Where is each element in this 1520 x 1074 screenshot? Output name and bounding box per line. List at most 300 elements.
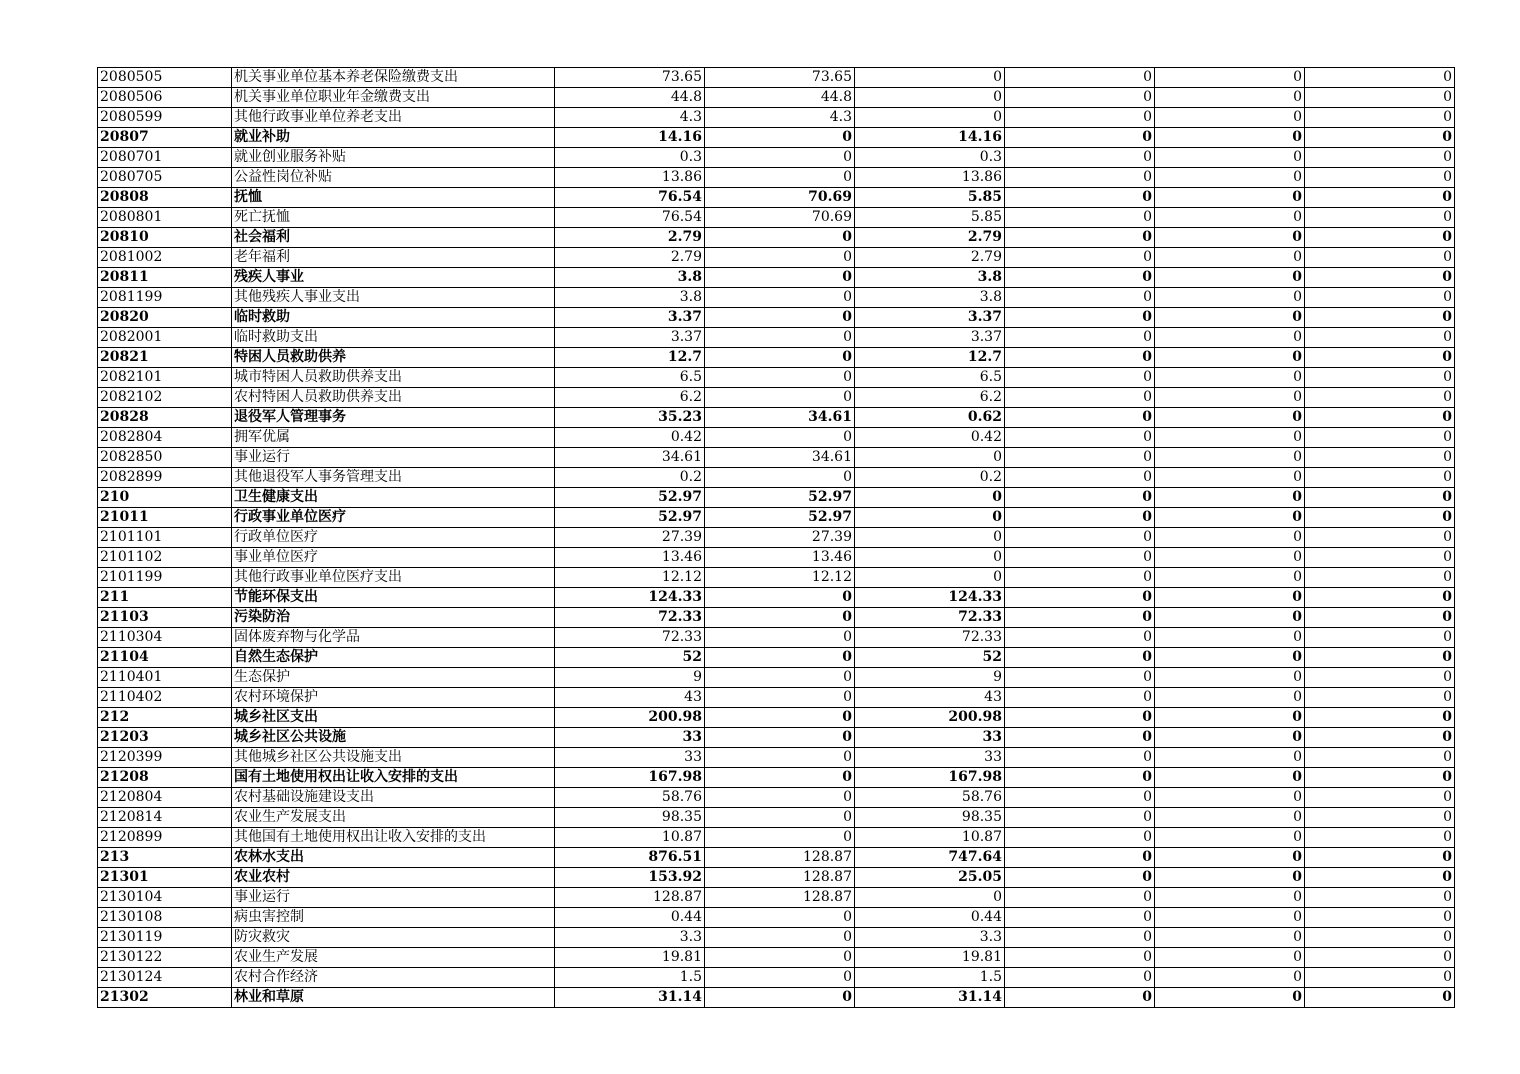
subject-code-cell: 2080705 [98, 168, 232, 188]
amount-cell: 0 [1155, 768, 1305, 788]
subject-name-cell: 国有土地使用权出让收入安排的支出 [232, 768, 555, 788]
subject-code-cell: 212 [98, 708, 232, 728]
amount-cell: 0 [705, 588, 855, 608]
amount-cell: 0 [1005, 368, 1155, 388]
amount-cell: 0 [705, 288, 855, 308]
amount-cell: 0 [1005, 128, 1155, 148]
amount-cell: 0 [1155, 168, 1305, 188]
amount-cell: 0 [1005, 908, 1155, 928]
amount-cell: 35.23 [555, 408, 705, 428]
amount-cell: 0 [705, 248, 855, 268]
amount-cell: 0 [705, 668, 855, 688]
subject-code-cell: 2082899 [98, 468, 232, 488]
amount-cell: 0 [1005, 528, 1155, 548]
subject-name-cell: 临时救助 [232, 308, 555, 328]
amount-cell: 0 [1305, 128, 1455, 148]
amount-cell: 128.87 [555, 888, 705, 908]
amount-cell: 0 [855, 888, 1005, 908]
amount-cell: 0 [705, 788, 855, 808]
table-row [98, 808, 1455, 828]
amount-cell: 0 [1305, 768, 1455, 788]
amount-cell: 0 [1305, 748, 1455, 768]
subject-name-cell: 退役军人管理事务 [232, 408, 555, 428]
subject-code-cell: 2120899 [98, 828, 232, 848]
amount-cell: 19.81 [855, 948, 1005, 968]
subject-code-cell: 20828 [98, 408, 232, 428]
table-row [98, 108, 1455, 128]
subject-name-cell: 农村环境保护 [232, 688, 555, 708]
amount-cell: 0 [1305, 888, 1455, 908]
amount-cell: 0 [1305, 508, 1455, 528]
amount-cell: 0 [1155, 88, 1305, 108]
subject-code-cell: 21301 [98, 868, 232, 888]
amount-cell: 0 [1005, 848, 1155, 868]
subject-name-cell: 行政单位医疗 [232, 528, 555, 548]
table-row [98, 668, 1455, 688]
expenditure-table [97, 67, 1455, 1008]
table-row [98, 248, 1455, 268]
amount-cell: 0.44 [555, 908, 705, 928]
amount-cell: 6.2 [855, 388, 1005, 408]
amount-cell: 0 [1005, 268, 1155, 288]
subject-name-cell: 事业单位医疗 [232, 548, 555, 568]
amount-cell: 0 [1155, 928, 1305, 948]
subject-code-cell: 211 [98, 588, 232, 608]
amount-cell: 0 [1305, 708, 1455, 728]
amount-cell: 0 [1305, 468, 1455, 488]
subject-name-cell: 其他城乡社区公共设施支出 [232, 748, 555, 768]
subject-code-cell: 2082001 [98, 328, 232, 348]
subject-name-cell: 临时救助支出 [232, 328, 555, 348]
subject-code-cell: 2080505 [98, 68, 232, 88]
amount-cell: 13.86 [555, 168, 705, 188]
subject-name-cell: 城乡社区支出 [232, 708, 555, 728]
amount-cell: 0 [1005, 228, 1155, 248]
subject-code-cell: 2120399 [98, 748, 232, 768]
amount-cell: 0 [705, 828, 855, 848]
amount-cell: 0 [1155, 808, 1305, 828]
subject-code-cell: 2130124 [98, 968, 232, 988]
table-row [98, 508, 1455, 528]
amount-cell: 167.98 [855, 768, 1005, 788]
amount-cell: 0 [1005, 148, 1155, 168]
table-row [98, 368, 1455, 388]
amount-cell: 0 [1155, 428, 1305, 448]
amount-cell: 0 [1005, 328, 1155, 348]
table-row [98, 488, 1455, 508]
amount-cell: 14.16 [855, 128, 1005, 148]
subject-code-cell: 210 [98, 488, 232, 508]
amount-cell: 0 [1005, 288, 1155, 308]
amount-cell: 0 [1005, 888, 1155, 908]
subject-name-cell: 污染防治 [232, 608, 555, 628]
amount-cell: 747.64 [855, 848, 1005, 868]
table-row [98, 188, 1455, 208]
amount-cell: 0 [1305, 908, 1455, 928]
subject-code-cell: 2101199 [98, 568, 232, 588]
amount-cell: 4.3 [705, 108, 855, 128]
amount-cell: 0 [1005, 568, 1155, 588]
amount-cell: 0 [1305, 608, 1455, 628]
amount-cell: 72.33 [555, 608, 705, 628]
amount-cell: 0 [1155, 948, 1305, 968]
table-row [98, 848, 1455, 868]
amount-cell: 34.61 [705, 448, 855, 468]
amount-cell: 31.14 [855, 988, 1005, 1008]
subject-name-cell: 其他行政事业单位医疗支出 [232, 568, 555, 588]
amount-cell: 0 [1005, 388, 1155, 408]
subject-name-cell: 林业和草原 [232, 988, 555, 1008]
amount-cell: 0 [1005, 408, 1155, 428]
amount-cell: 0 [1305, 188, 1455, 208]
table-row [98, 888, 1455, 908]
amount-cell: 0 [705, 988, 855, 1008]
amount-cell: 0 [705, 128, 855, 148]
amount-cell: 0 [1155, 728, 1305, 748]
amount-cell: 0 [1005, 188, 1155, 208]
amount-cell: 2.79 [855, 248, 1005, 268]
amount-cell: 0 [1005, 768, 1155, 788]
table-row [98, 968, 1455, 988]
subject-name-cell: 公益性岗位补贴 [232, 168, 555, 188]
amount-cell: 0 [1305, 368, 1455, 388]
subject-code-cell: 21208 [98, 768, 232, 788]
amount-cell: 0 [705, 908, 855, 928]
amount-cell: 0 [855, 508, 1005, 528]
amount-cell: 52 [855, 648, 1005, 668]
amount-cell: 1.5 [855, 968, 1005, 988]
subject-name-cell: 城市特困人员救助供养支出 [232, 368, 555, 388]
amount-cell: 12.7 [855, 348, 1005, 368]
amount-cell: 0 [1155, 68, 1305, 88]
table-row [98, 628, 1455, 648]
amount-cell: 0.44 [855, 908, 1005, 928]
amount-cell: 0 [705, 468, 855, 488]
subject-code-cell: 21302 [98, 988, 232, 1008]
subject-code-cell: 21103 [98, 608, 232, 628]
amount-cell: 0 [1305, 528, 1455, 548]
amount-cell: 2.79 [555, 248, 705, 268]
amount-cell: 0 [705, 628, 855, 648]
amount-cell: 0 [1155, 628, 1305, 648]
amount-cell: 13.46 [705, 548, 855, 568]
amount-cell: 0 [1305, 628, 1455, 648]
amount-cell: 0 [1005, 608, 1155, 628]
amount-cell: 70.69 [705, 208, 855, 228]
amount-cell: 0 [1305, 868, 1455, 888]
subject-name-cell: 抚恤 [232, 188, 555, 208]
subject-name-cell: 事业运行 [232, 888, 555, 908]
amount-cell: 0 [1155, 228, 1305, 248]
amount-cell: 0 [1305, 148, 1455, 168]
amount-cell: 3.8 [555, 288, 705, 308]
subject-code-cell: 20807 [98, 128, 232, 148]
subject-name-cell: 事业运行 [232, 448, 555, 468]
amount-cell: 12.7 [555, 348, 705, 368]
subject-code-cell: 20808 [98, 188, 232, 208]
amount-cell: 0 [1305, 228, 1455, 248]
amount-cell: 27.39 [705, 528, 855, 548]
amount-cell: 0 [1155, 708, 1305, 728]
amount-cell: 0 [705, 388, 855, 408]
amount-cell: 0 [1305, 848, 1455, 868]
amount-cell: 0 [1155, 368, 1305, 388]
subject-code-cell: 2101102 [98, 548, 232, 568]
amount-cell: 0 [1155, 308, 1305, 328]
amount-cell: 0 [1155, 688, 1305, 708]
amount-cell: 0 [705, 148, 855, 168]
amount-cell: 0 [1305, 208, 1455, 228]
table-row [98, 988, 1455, 1008]
amount-cell: 1.5 [555, 968, 705, 988]
amount-cell: 876.51 [555, 848, 705, 868]
subject-name-cell: 生态保护 [232, 668, 555, 688]
amount-cell: 0 [705, 948, 855, 968]
amount-cell: 3.3 [855, 928, 1005, 948]
subject-name-cell: 机关事业单位基本养老保险缴费支出 [232, 68, 555, 88]
amount-cell: 128.87 [705, 848, 855, 868]
table-row [98, 928, 1455, 948]
amount-cell: 0 [1005, 448, 1155, 468]
amount-cell: 52.97 [705, 508, 855, 528]
amount-cell: 200.98 [855, 708, 1005, 728]
table-row [98, 468, 1455, 488]
amount-cell: 0 [705, 168, 855, 188]
table-row [98, 428, 1455, 448]
amount-cell: 0 [1155, 508, 1305, 528]
amount-cell: 0 [1305, 328, 1455, 348]
amount-cell: 0 [855, 548, 1005, 568]
subject-code-cell: 2080701 [98, 148, 232, 168]
subject-code-cell: 20820 [98, 308, 232, 328]
amount-cell: 34.61 [705, 408, 855, 428]
subject-name-cell: 就业补助 [232, 128, 555, 148]
amount-cell: 33 [555, 728, 705, 748]
amount-cell: 0 [1005, 68, 1155, 88]
amount-cell: 0 [1305, 308, 1455, 328]
amount-cell: 0 [1005, 428, 1155, 448]
table-row [98, 728, 1455, 748]
amount-cell: 6.2 [555, 388, 705, 408]
amount-cell: 0.2 [555, 468, 705, 488]
table-row [98, 548, 1455, 568]
amount-cell: 0 [1005, 788, 1155, 808]
table-row [98, 688, 1455, 708]
amount-cell: 0 [1005, 548, 1155, 568]
amount-cell: 0 [1305, 428, 1455, 448]
subject-name-cell: 城乡社区公共设施 [232, 728, 555, 748]
amount-cell: 0 [1155, 448, 1305, 468]
amount-cell: 72.33 [555, 628, 705, 648]
amount-cell: 0 [705, 968, 855, 988]
amount-cell: 70.69 [705, 188, 855, 208]
amount-cell: 0.62 [855, 408, 1005, 428]
amount-cell: 0 [705, 708, 855, 728]
amount-cell: 10.87 [855, 828, 1005, 848]
subject-code-cell: 2080801 [98, 208, 232, 228]
amount-cell: 0 [1305, 588, 1455, 608]
amount-cell: 0 [1155, 848, 1305, 868]
subject-name-cell: 卫生健康支出 [232, 488, 555, 508]
amount-cell: 72.33 [855, 628, 1005, 648]
subject-code-cell: 21104 [98, 648, 232, 668]
table-row [98, 788, 1455, 808]
subject-code-cell: 2120804 [98, 788, 232, 808]
amount-cell: 25.05 [855, 868, 1005, 888]
amount-cell: 0 [705, 608, 855, 628]
subject-code-cell: 2130122 [98, 948, 232, 968]
subject-name-cell: 行政事业单位医疗 [232, 508, 555, 528]
amount-cell: 0 [1155, 988, 1305, 1008]
subject-code-cell: 20811 [98, 268, 232, 288]
amount-cell: 3.8 [555, 268, 705, 288]
amount-cell: 0 [855, 68, 1005, 88]
amount-cell: 0 [1305, 348, 1455, 368]
amount-cell: 0 [1155, 588, 1305, 608]
amount-cell: 0 [705, 328, 855, 348]
amount-cell: 52 [555, 648, 705, 668]
amount-cell: 0 [1305, 968, 1455, 988]
amount-cell: 0 [1005, 628, 1155, 648]
amount-cell: 0 [1155, 828, 1305, 848]
amount-cell: 0 [705, 368, 855, 388]
amount-cell: 0 [1305, 448, 1455, 468]
amount-cell: 0 [1305, 828, 1455, 848]
table-row [98, 588, 1455, 608]
amount-cell: 3.37 [555, 308, 705, 328]
amount-cell: 3.8 [855, 288, 1005, 308]
table-row [98, 608, 1455, 628]
table-row [98, 648, 1455, 668]
subject-code-cell: 2130104 [98, 888, 232, 908]
amount-cell: 0 [1155, 208, 1305, 228]
subject-code-cell: 2082101 [98, 368, 232, 388]
amount-cell: 98.35 [855, 808, 1005, 828]
subject-code-cell: 2130119 [98, 928, 232, 948]
amount-cell: 43 [555, 688, 705, 708]
subject-name-cell: 就业创业服务补贴 [232, 148, 555, 168]
amount-cell: 0 [1005, 928, 1155, 948]
amount-cell: 0 [1155, 908, 1305, 928]
amount-cell: 0 [1305, 488, 1455, 508]
amount-cell: 200.98 [555, 708, 705, 728]
amount-cell: 0 [705, 768, 855, 788]
subject-code-cell: 2110402 [98, 688, 232, 708]
amount-cell: 0.42 [555, 428, 705, 448]
amount-cell: 5.85 [855, 208, 1005, 228]
amount-cell: 5.85 [855, 188, 1005, 208]
table-row [98, 88, 1455, 108]
amount-cell: 0 [855, 528, 1005, 548]
subject-name-cell: 残疾人事业 [232, 268, 555, 288]
subject-code-cell: 2080506 [98, 88, 232, 108]
table-row [98, 868, 1455, 888]
amount-cell: 0 [1305, 288, 1455, 308]
table-row [98, 148, 1455, 168]
amount-cell: 0 [1155, 968, 1305, 988]
amount-cell: 0 [705, 748, 855, 768]
amount-cell: 6.5 [855, 368, 1005, 388]
table-row [98, 948, 1455, 968]
amount-cell: 167.98 [555, 768, 705, 788]
amount-cell: 0 [705, 428, 855, 448]
amount-cell: 0 [1305, 268, 1455, 288]
amount-cell: 10.87 [555, 828, 705, 848]
amount-cell: 0 [1005, 168, 1155, 188]
subject-code-cell: 2080599 [98, 108, 232, 128]
amount-cell: 0 [1005, 688, 1155, 708]
amount-cell: 3.37 [855, 308, 1005, 328]
amount-cell: 0 [1005, 208, 1155, 228]
amount-cell: 0.42 [855, 428, 1005, 448]
table-row [98, 128, 1455, 148]
amount-cell: 0 [1155, 268, 1305, 288]
subject-name-cell: 其他行政事业单位养老支出 [232, 108, 555, 128]
amount-cell: 0 [1155, 128, 1305, 148]
subject-name-cell: 其他残疾人事业支出 [232, 288, 555, 308]
amount-cell: 0 [1155, 568, 1305, 588]
table-row [98, 448, 1455, 468]
amount-cell: 153.92 [555, 868, 705, 888]
subject-name-cell: 拥军优属 [232, 428, 555, 448]
amount-cell: 58.76 [555, 788, 705, 808]
amount-cell: 0 [1305, 688, 1455, 708]
subject-name-cell: 其他国有土地使用权出让收入安排的支出 [232, 828, 555, 848]
amount-cell: 52.97 [555, 508, 705, 528]
amount-cell: 0 [1305, 668, 1455, 688]
amount-cell: 0 [1005, 828, 1155, 848]
amount-cell: 0 [1155, 468, 1305, 488]
amount-cell: 33 [555, 748, 705, 768]
amount-cell: 0 [705, 808, 855, 828]
amount-cell: 0 [855, 568, 1005, 588]
amount-cell: 0 [705, 688, 855, 708]
amount-cell: 0 [855, 488, 1005, 508]
amount-cell: 0 [1305, 88, 1455, 108]
subject-name-cell: 特困人员救助供养 [232, 348, 555, 368]
amount-cell: 0 [1155, 408, 1305, 428]
amount-cell: 0 [1005, 868, 1155, 888]
amount-cell: 33 [855, 728, 1005, 748]
subject-code-cell: 20821 [98, 348, 232, 368]
amount-cell: 2.79 [555, 228, 705, 248]
amount-cell: 0 [1155, 888, 1305, 908]
amount-cell: 0 [855, 88, 1005, 108]
table-row [98, 228, 1455, 248]
subject-code-cell: 2081002 [98, 248, 232, 268]
amount-cell: 0 [1305, 388, 1455, 408]
amount-cell: 0 [1155, 388, 1305, 408]
amount-cell: 0 [1005, 948, 1155, 968]
amount-cell: 0 [1155, 548, 1305, 568]
amount-cell: 0 [1305, 948, 1455, 968]
amount-cell: 9 [555, 668, 705, 688]
subject-name-cell: 农村合作经济 [232, 968, 555, 988]
amount-cell: 0 [1005, 648, 1155, 668]
amount-cell: 0 [705, 648, 855, 668]
amount-cell: 9 [855, 668, 1005, 688]
amount-cell: 3.8 [855, 268, 1005, 288]
amount-cell: 0 [1005, 668, 1155, 688]
amount-cell: 0 [1155, 868, 1305, 888]
subject-name-cell: 其他退役军人事务管理支出 [232, 468, 555, 488]
amount-cell: 3.37 [855, 328, 1005, 348]
subject-code-cell: 2101101 [98, 528, 232, 548]
amount-cell: 76.54 [555, 208, 705, 228]
amount-cell: 0 [1005, 88, 1155, 108]
amount-cell: 4.3 [555, 108, 705, 128]
amount-cell: 0 [705, 228, 855, 248]
